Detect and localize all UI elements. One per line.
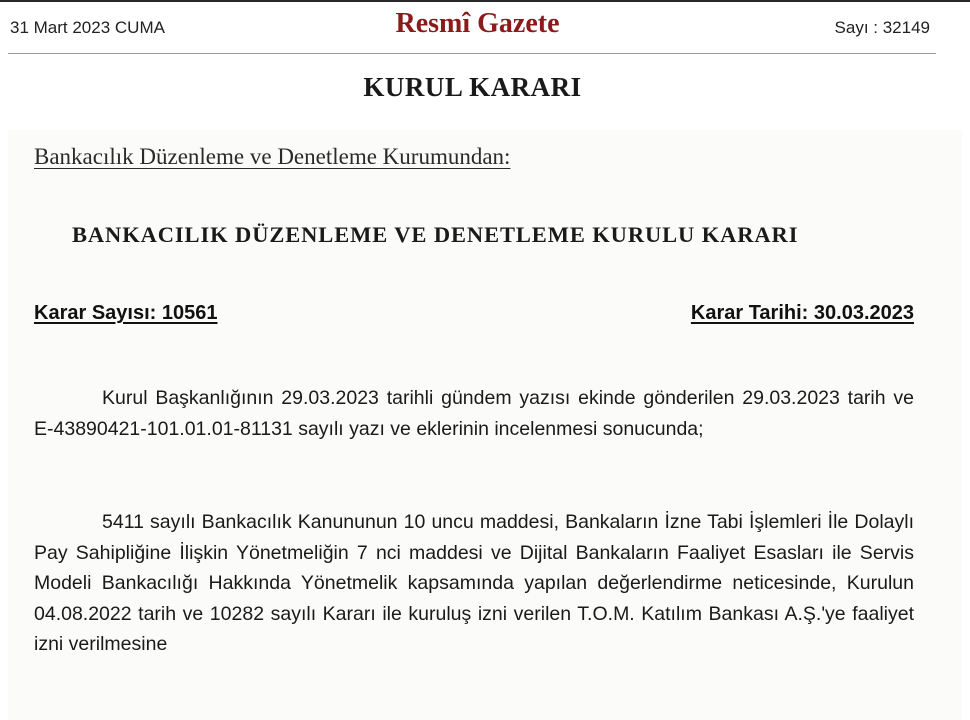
gazette-header [0,2,970,54]
header-issue-number: Sayı : 32149 [834,18,930,37]
gazette-title: Resmî Gazete [395,8,560,39]
header-divider [8,53,936,54]
institution-heading: Bankacılık Düzenleme ve Denetleme Kurumundan: [34,144,511,169]
section-title: KURUL KARARI [363,72,582,102]
paragraph-2: 5411 sayılı Bankacılık Kanununun 10 uncu maddesi, Bankaların İzne Tabi İşlemleri İle Dolaylı Pay Sahipliğine İlişkin Yönetmeliğin 7 nci maddesi ve Dijital Bankaların Faaliyet Esasları ile Servis Modeli Bankacılığı Hakkında Yönetmelik kapsamında yapılan değerlendirme neticesinde, Kurulun 04.08.2022 tarih ve 10282 sayılı Kararı ile kuruluş izni verilen T.O.M. Katılım Bankası A.Ş.'ye faaliyet izni verilmesine [34,511,914,655]
decision-date: Karar Tarihi: 30.03.2023 [690,302,914,324]
paragraph-1: Kurul Başkanlığının 29.03.2023 tarihli gündem yazısı ekinde gönderilen 29.03.2023 tarih ve E-43890421-101.01.01-81131 sayılı yazı ve eklerinin incelenmesi sonucunda; [34,387,914,440]
decision-title: BANKACILIK DÜZENLEME VE DENETLEME KURULU KARARI [72,222,799,247]
decision-number: Karar Sayısı: 10561 [34,302,218,324]
header-date: 31 Mart 2023 CUMA [10,18,165,37]
